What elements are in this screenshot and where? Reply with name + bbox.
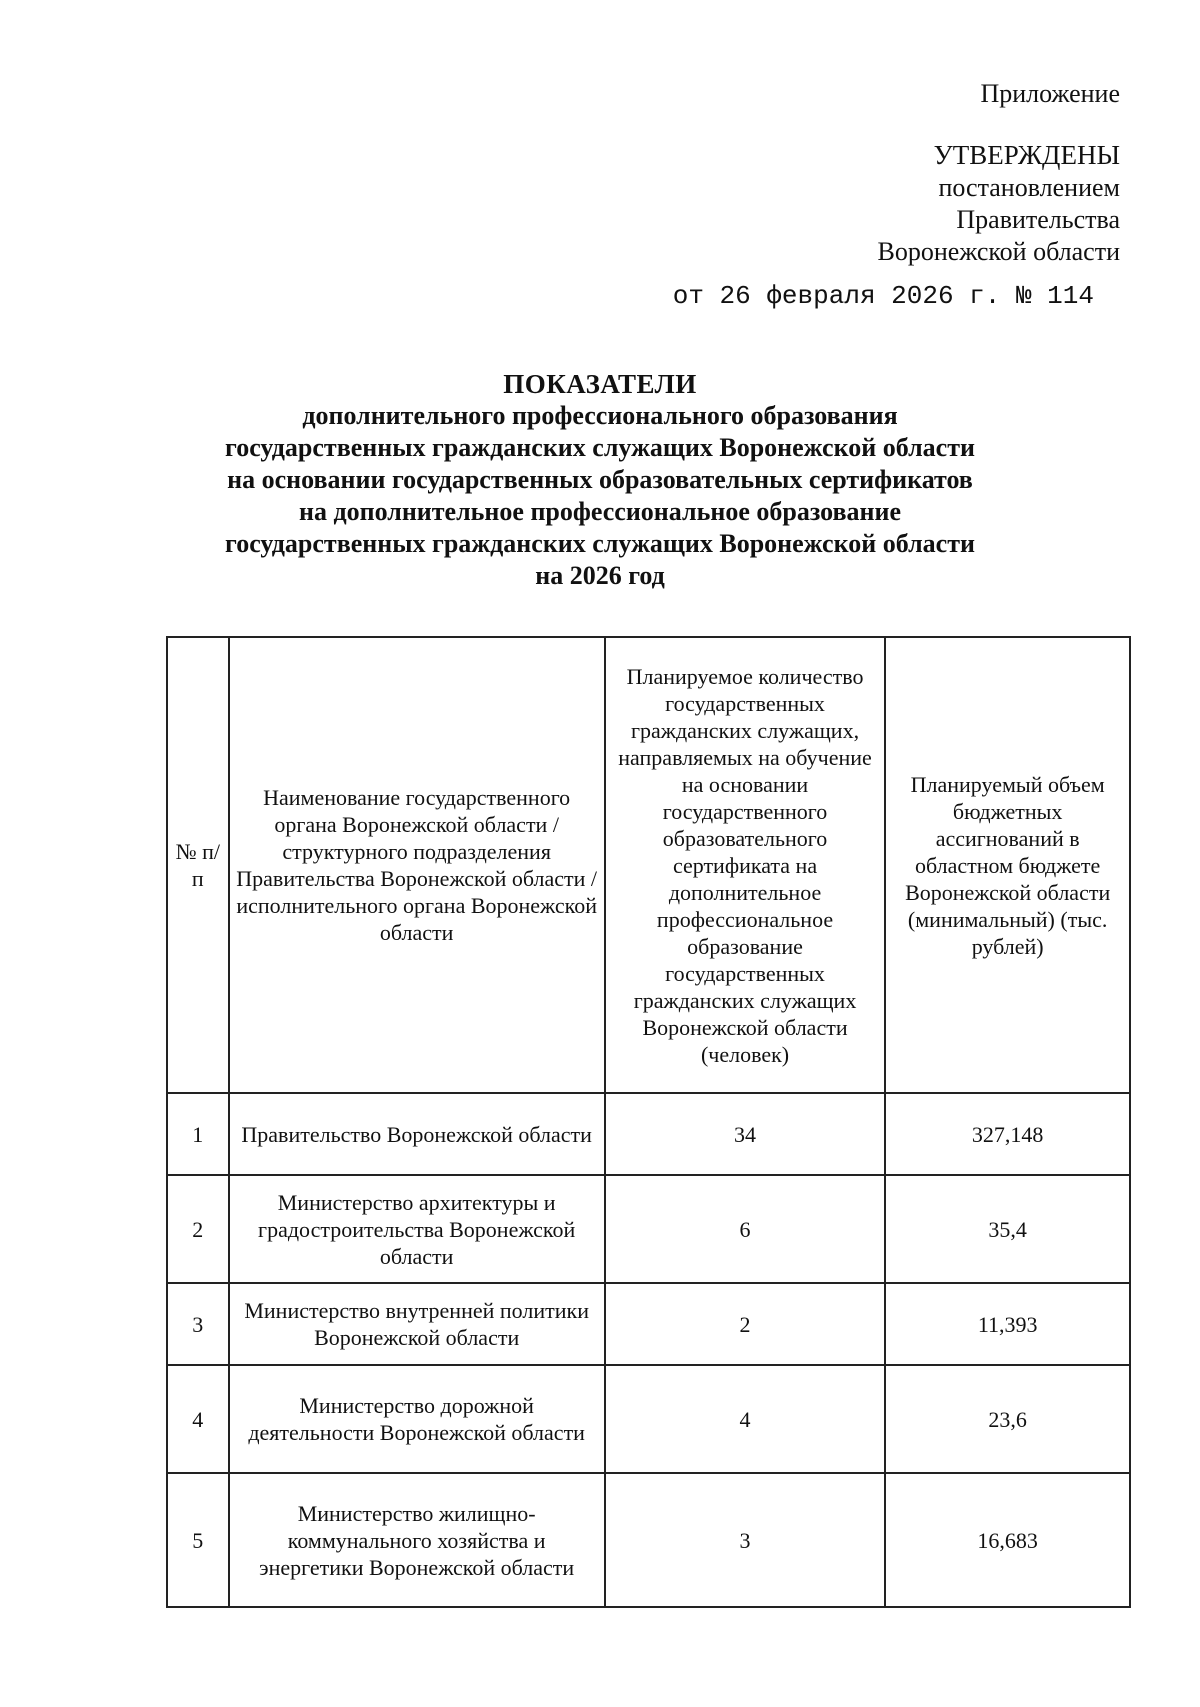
row-sum: 16,683 bbox=[885, 1473, 1130, 1607]
row-num: 5 bbox=[167, 1473, 229, 1607]
header-sum: Планируемый объем бюджетных ассигнований в областном бюджете Воронежской области (минимальный) (тыс. рублей) bbox=[885, 637, 1130, 1093]
row-name: Министерство внутренней политики Воронежской области bbox=[229, 1283, 605, 1365]
table-row bbox=[167, 1473, 1130, 1607]
table-row bbox=[167, 1283, 1130, 1365]
document-title bbox=[100, 368, 1100, 592]
row-num: 1 bbox=[167, 1093, 229, 1175]
header-num: № п/п bbox=[167, 637, 229, 1093]
title-line-4: на дополнительное профессиональное образование bbox=[298, 497, 902, 526]
row-num: 2 bbox=[167, 1175, 229, 1283]
indicators-table bbox=[166, 636, 1131, 1608]
table-row bbox=[167, 1175, 1130, 1283]
header-name: Наименование государственного органа Воронежской области / структурного подразделения Правительства Воронежской области / исполнительного органа Воронежской области bbox=[229, 637, 605, 1093]
row-count: 6 bbox=[605, 1175, 886, 1283]
title-line-1: дополнительного профессионального образования bbox=[302, 401, 898, 430]
decree-date: от 26 февраля 2026 г. № 114 bbox=[672, 281, 1094, 311]
row-count: 34 bbox=[605, 1093, 886, 1175]
row-count: 2 bbox=[605, 1283, 886, 1365]
appendix-label: Приложение bbox=[980, 79, 1120, 108]
row-sum: 11,393 bbox=[885, 1283, 1130, 1365]
decree-line-2: Правительства bbox=[956, 205, 1120, 234]
row-sum: 35,4 bbox=[885, 1175, 1130, 1283]
row-sum: 327,148 bbox=[885, 1093, 1130, 1175]
decree-line-3: Воронежской области bbox=[877, 237, 1120, 266]
row-num: 4 bbox=[167, 1365, 229, 1473]
row-sum: 23,6 bbox=[885, 1365, 1130, 1473]
table-header-row bbox=[167, 637, 1130, 1093]
title-line-2: государственных гражданских служащих Воронежской области bbox=[225, 433, 975, 462]
row-count: 4 bbox=[605, 1365, 886, 1473]
table-row bbox=[167, 1365, 1130, 1473]
row-num: 3 bbox=[167, 1283, 229, 1365]
row-name: Правительство Воронежской области bbox=[229, 1093, 605, 1175]
title-line-5: государственных гражданских служащих Воронежской области bbox=[225, 529, 975, 558]
title-line-6: на 2026 год bbox=[535, 561, 665, 590]
approval-header bbox=[673, 78, 1120, 312]
title-main: ПОКАЗАТЕЛИ bbox=[503, 369, 697, 399]
row-name: Министерство дорожной деятельности Воронежской области bbox=[229, 1365, 605, 1473]
table-row bbox=[167, 1093, 1130, 1175]
header-count: Планируемое количество государственных гражданских служащих, направляемых на обучение на основании государственного образовательного сертификата на дополнительное профессиональное образование государственных гражданских служащих Воронежской области (человек) bbox=[605, 637, 886, 1093]
row-name: Министерство жилищно-коммунального хозяйства и энергетики Воронежской области bbox=[229, 1473, 605, 1607]
row-name: Министерство архитектуры и градостроительства Воронежской области bbox=[229, 1175, 605, 1283]
row-count: 3 bbox=[605, 1473, 886, 1607]
decree-line-1: постановлением bbox=[938, 173, 1120, 202]
approved-label: УТВЕРЖДЕНЫ bbox=[933, 140, 1120, 170]
title-line-3: на основании государственных образовательных сертификатов bbox=[227, 465, 973, 494]
